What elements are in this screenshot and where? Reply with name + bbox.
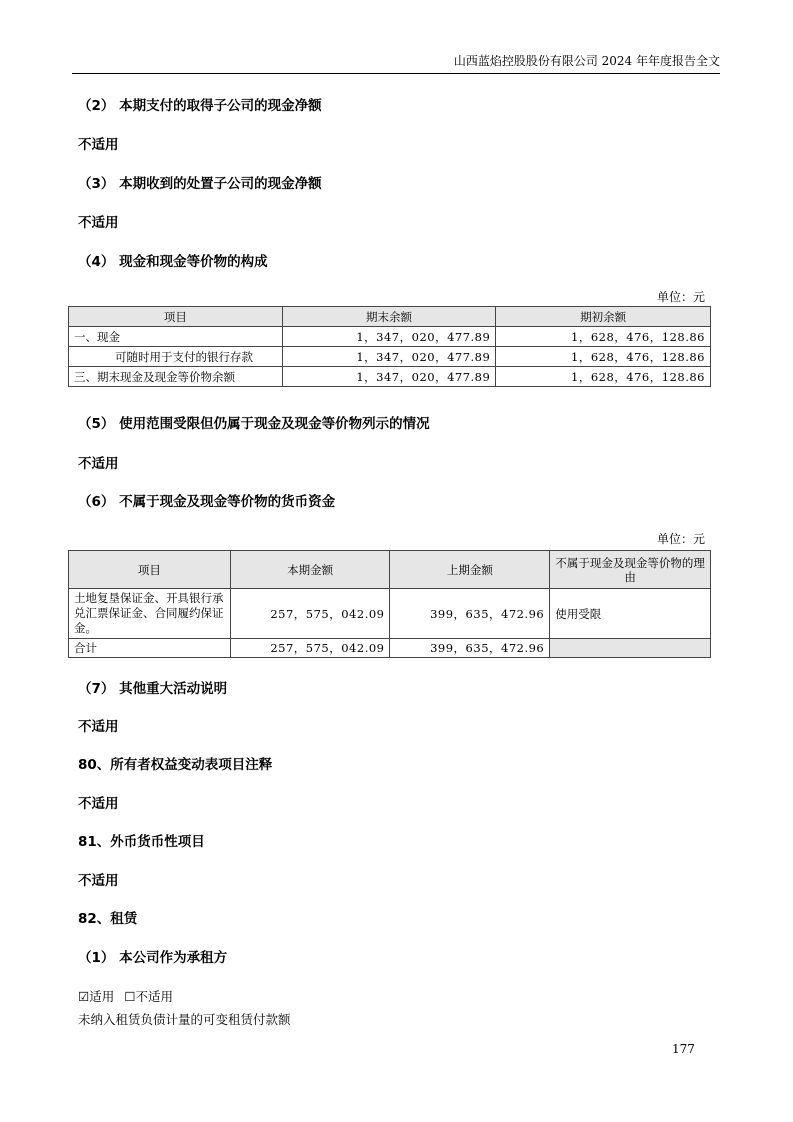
not-applicable-checkbox[interactable]: ☐ [124,989,136,1004]
cell-closing: 1，347，020，477.89 [282,367,496,387]
cell-reason: 使用受限 [550,589,711,639]
applicable-label: 适用 [89,989,115,1004]
not-applicable-label: 不适用 [135,989,173,1004]
applicability-options [78,989,173,1004]
col-header-prior: 上期金额 [390,551,550,589]
col-header-opening: 期初余额 [496,307,711,327]
section-80-title: 80、所有者权益变动表项目注释 [78,757,273,773]
cash-equivalents-table [68,306,711,387]
cell-prior: 399，635，472.96 [390,589,550,639]
table-row [69,589,711,639]
unit-label: 单位：元 [656,290,705,304]
cell-opening: 1，628，476，128.86 [496,327,711,347]
col-header-current: 本期金额 [230,551,390,589]
cell-reason [550,639,711,658]
section-82-title: 82、租赁 [78,911,138,927]
page-header: 山西蓝焰控股股份有限公司 2024 年年度报告全文 [453,54,720,68]
section-81-body: 不适用 [78,873,119,889]
col-header-item: 项目 [69,307,283,327]
row-label: 三、期末现金及现金等价物余额 [69,367,283,387]
unit-label: 单位：元 [656,532,705,546]
cell-opening: 1，628，476，128.86 [496,367,711,387]
col-header-reason: 不属于现金及现金等价物的理由 [550,551,711,589]
section-81-title: 81、外币货币性项目 [78,834,205,850]
restricted-funds-table [68,550,711,658]
table-row [69,327,711,347]
section-7-body: 不适用 [78,719,119,735]
section-2-body: 不适用 [78,137,119,153]
cell-opening: 1，628，476，128.86 [496,347,711,367]
table-row [69,367,711,387]
cell-prior: 399，635，472.96 [390,639,550,658]
section-2-title: （2） 本期支付的取得子公司的现金净额 [78,98,322,114]
section-4-title: （4） 现金和现金等价物的构成 [78,254,268,270]
section-5-body: 不适用 [78,456,119,472]
section-5-title: （5） 使用范围受限但仍属于现金及现金等价物列示的情况 [78,416,430,432]
table-header-row [69,307,711,327]
section-7-title: （7） 其他重大活动说明 [78,681,228,697]
row-label: 可随时用于支付的银行存款 [69,347,283,367]
table-header-row [69,551,711,589]
row-label: 合计 [69,639,231,658]
applicable-checkbox[interactable]: ☑ [78,989,90,1004]
col-header-item: 项目 [69,551,231,589]
row-label: 土地复垦保证金、开具银行承兑汇票保证金、合同履约保证金。 [69,589,231,639]
col-header-closing: 期末余额 [282,307,496,327]
section-82-1-note: 未纳入租赁负债计量的可变租赁付款额 [78,1012,291,1027]
section-80-body: 不适用 [78,796,119,812]
section-3-body: 不适用 [78,215,119,231]
row-label: 一、现金 [69,327,283,347]
section-3-title: （3） 本期收到的处置子公司的现金净额 [78,176,322,192]
cell-current: 257，575，042.09 [230,639,390,658]
header-divider [72,73,720,74]
cell-current: 257，575，042.09 [230,589,390,639]
section-82-1-title: （1） 本公司作为承租方 [78,950,228,966]
table-row [69,347,711,367]
page-number: 177 [672,1042,695,1056]
cell-closing: 1，347，020，477.89 [282,347,496,367]
cell-closing: 1，347，020，477.89 [282,327,496,347]
section-6-title: （6） 不属于现金及现金等价物的货币资金 [78,494,336,510]
table-row [69,639,711,658]
